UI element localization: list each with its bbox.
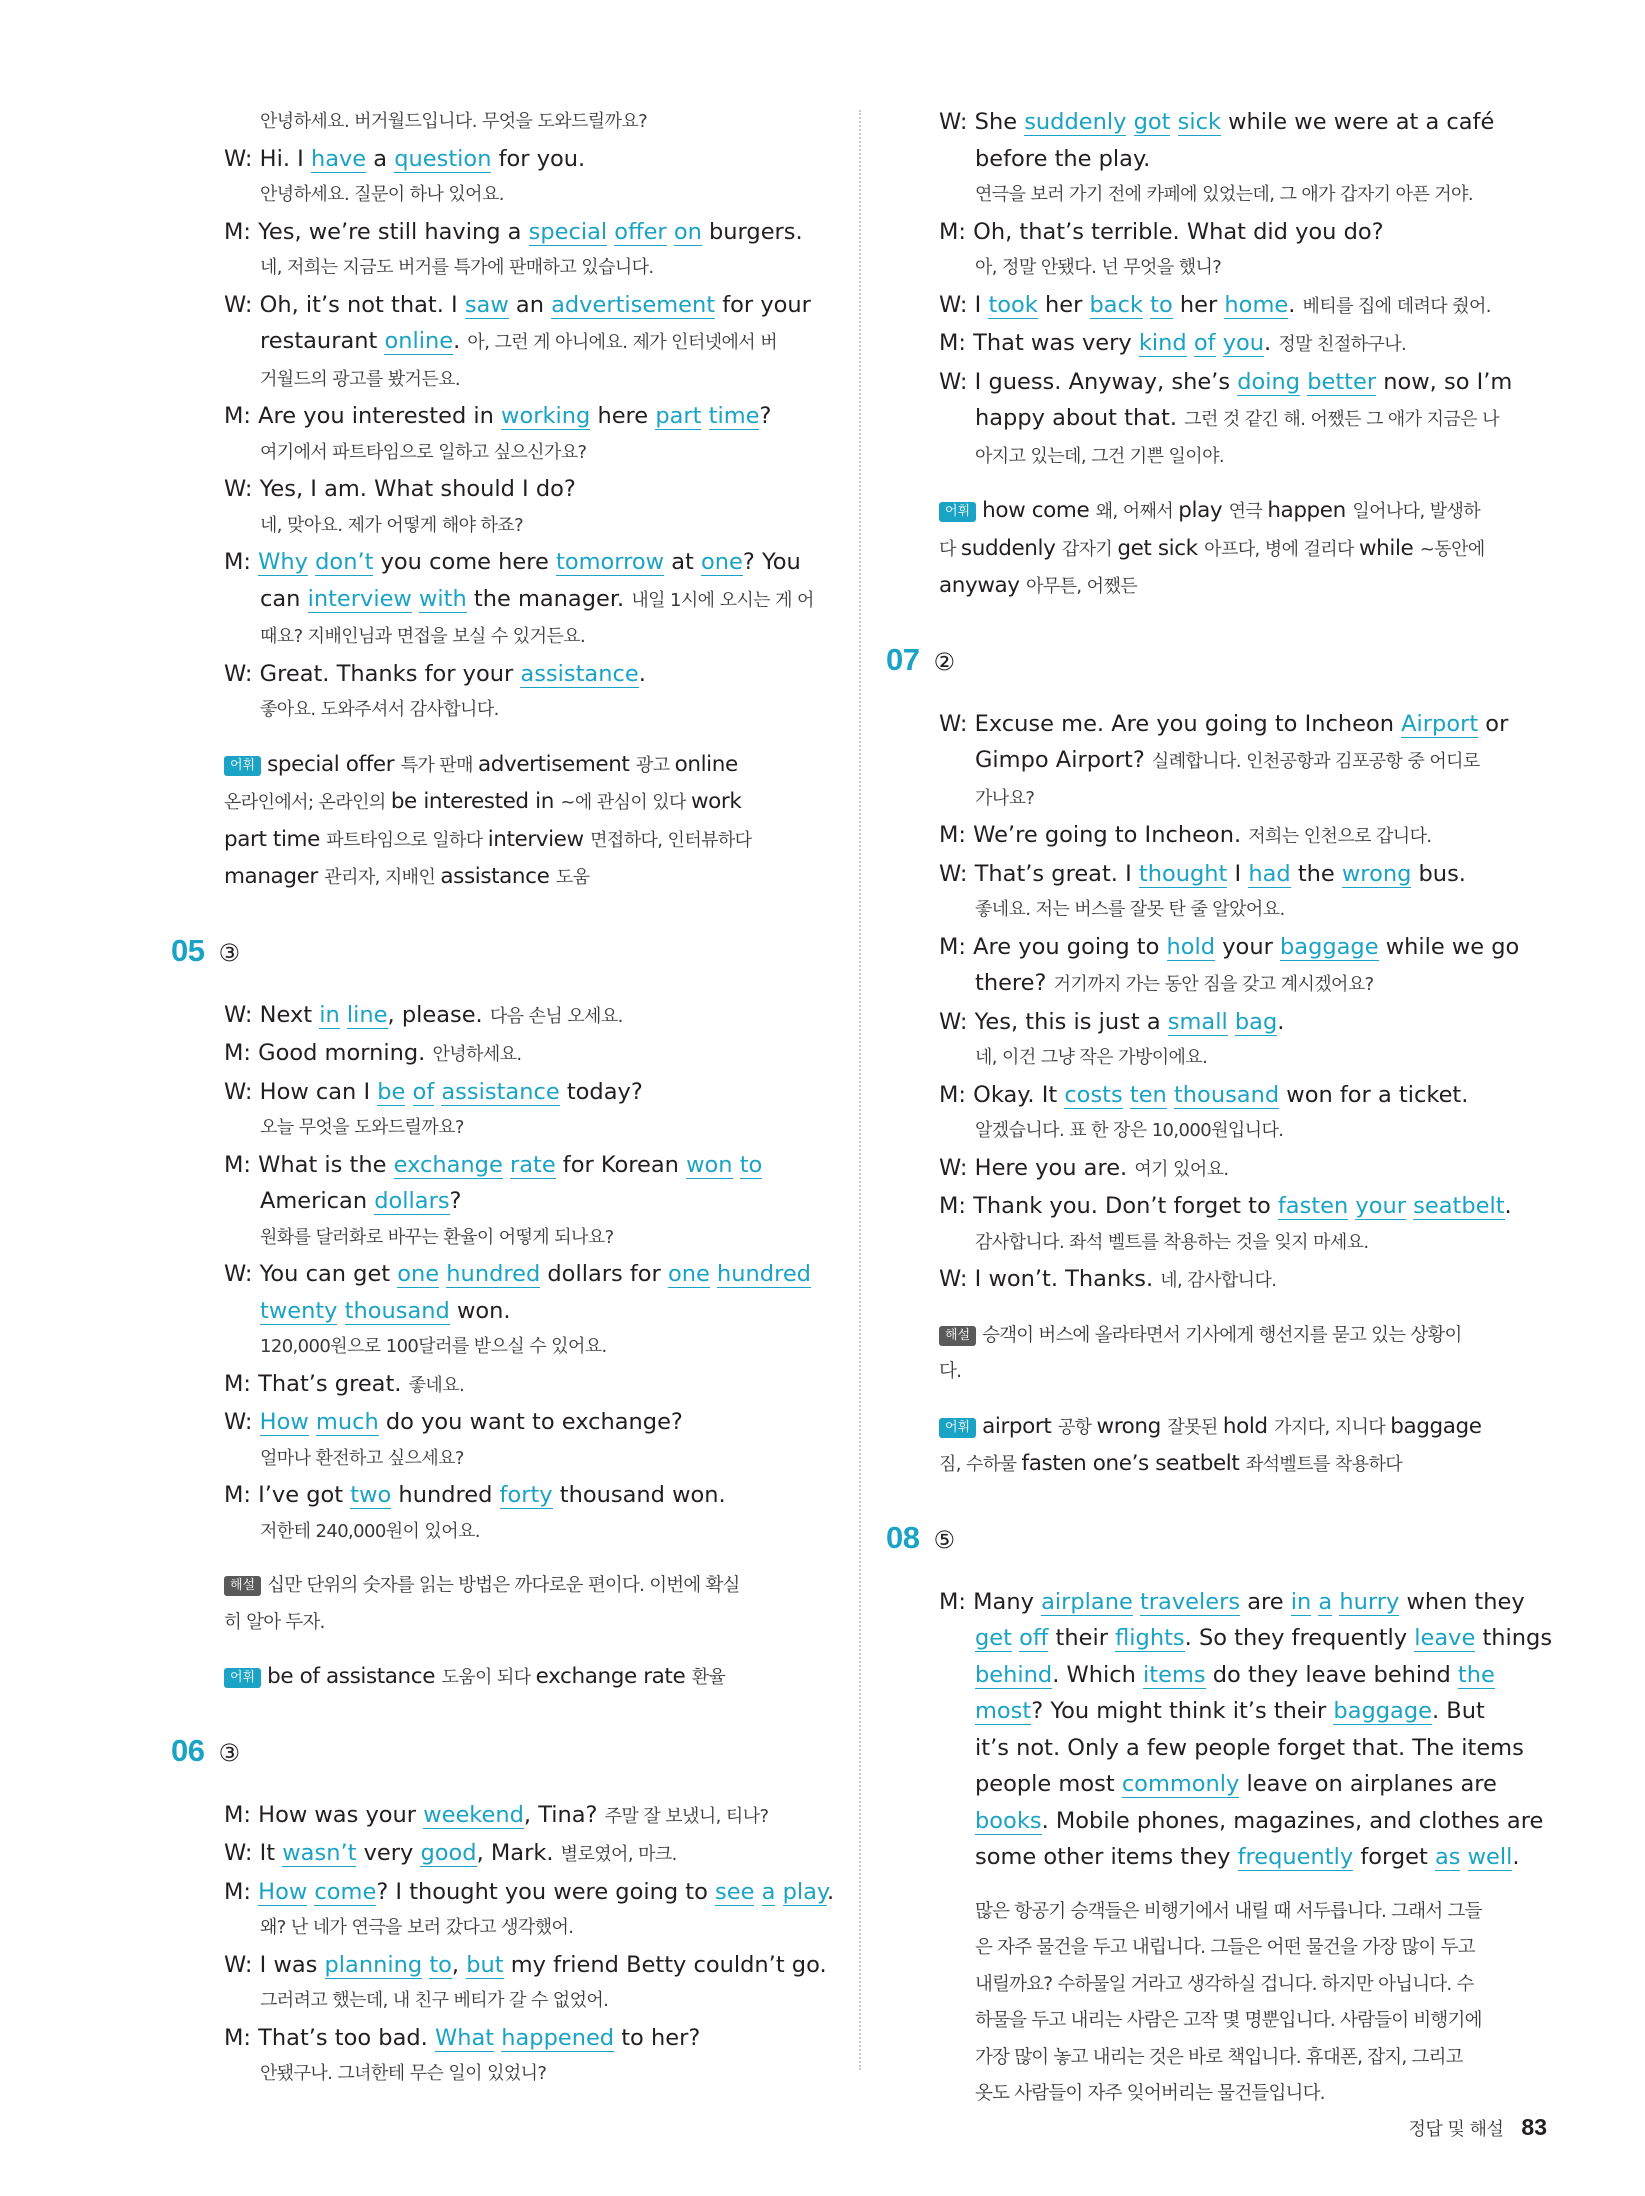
- column-divider: [859, 110, 861, 2070]
- blank-answer: thought: [1138, 860, 1228, 887]
- translation-line: 내릴까요? 수하물일 거라고 생각하실 겁니다. 하지만 아닙니다. 수: [975, 1973, 1474, 1995]
- translation-line: 안녕하세요. 질문이 하나 있어요.: [260, 184, 504, 205]
- blank-answer: flights: [1115, 1625, 1185, 1651]
- page-footer: [1409, 2114, 1547, 2141]
- q04-dialogue: [224, 104, 849, 729]
- blank-answer: fasten: [1277, 1193, 1349, 1219]
- question-number: 05: [171, 932, 205, 968]
- blank-answer: off: [1019, 1625, 1049, 1651]
- blank-answer: much: [315, 1409, 379, 1435]
- blank-answer: two: [350, 1482, 392, 1508]
- translation-line: 오늘 무엇을 도와드릴까요?: [260, 1117, 464, 1138]
- blank-answer: seatbelt: [1413, 1193, 1505, 1219]
- dialogue-line: W: Oh, it’s not that. I saw an advertisement for your: [224, 291, 811, 318]
- blank-answer: offer: [614, 218, 667, 245]
- q08-monologue: [939, 1584, 1564, 1876]
- blank-answer: hold: [1166, 933, 1216, 960]
- blank-answer: What: [434, 2024, 495, 2051]
- blank-answer: twenty: [260, 1297, 338, 1324]
- q06-dialogue: [224, 1797, 849, 2093]
- blank-answer: hundred: [446, 1261, 541, 1287]
- blank-answer: baggage: [1333, 1698, 1432, 1724]
- dialogue-line: M: Oh, that’s terrible. What did you do?: [939, 218, 1384, 245]
- q04-vocab-block: [224, 747, 849, 897]
- dialogue-line: M: How come? I thought you were going to see a play.: [224, 1878, 835, 1905]
- translation-line: 알겠습니다. 표 한 장은 10,000원입니다.: [975, 1120, 1284, 1141]
- blank-answer: wasn’t: [282, 1840, 357, 1866]
- translation-line: 좋네요. 저는 버스를 잘못 탄 줄 알았어요.: [975, 899, 1285, 920]
- translation-line: 저한테 240,000원이 있어요.: [260, 1520, 480, 1542]
- footer-label: 정답 및 해설: [1408, 2119, 1504, 2140]
- dialogue-line: M: Thank you. Don’t forget to fasten your seatbelt.: [939, 1193, 1512, 1219]
- q08-translation-block: [939, 1894, 1564, 2113]
- dialogue-line: M: Many airplane travelers are in a hurry when they: [939, 1588, 1525, 1615]
- vocab-badge: 어휘: [224, 1668, 261, 1688]
- blank-answer: won: [686, 1151, 733, 1178]
- translation-line: 여기에서 파트타임으로 일하고 싶으신가요?: [260, 441, 587, 463]
- dialogue-line: W: I won’t. Thanks. 네, 감사합니다.: [939, 1266, 1277, 1292]
- blank-answer: How: [258, 1878, 308, 1905]
- vocab-line: 어휘 be of assistance 도움이 되다 exchange rate 환율: [224, 1659, 849, 1697]
- vocab-line: 어휘 airport 공항 wrong 잘못된 hold 가지다, 지니다 baggage: [939, 1409, 1564, 1447]
- blank-answer: had: [1248, 860, 1291, 887]
- blank-answer: have: [310, 145, 367, 172]
- blank-answer: saw: [464, 291, 509, 318]
- blank-answer: baggage: [1280, 933, 1379, 960]
- blank-answer: special: [528, 218, 608, 245]
- blank-answer: the: [1457, 1661, 1495, 1688]
- blank-answer: thousand: [1173, 1081, 1280, 1108]
- translation-line: 때요? 지배인님과 면접을 보실 수 있거든요.: [260, 626, 586, 647]
- q07-dialogue: [939, 706, 1564, 1300]
- right-column: [886, 104, 1564, 2113]
- blank-answer: wrong: [1341, 860, 1412, 887]
- translation-line: 감사합니다. 좌석 벨트를 착용하는 것을 잊지 마세요.: [975, 1231, 1369, 1253]
- translation-line: 가장 많이 놓고 내리는 것은 바로 책입니다. 휴대폰, 잡지, 그리고: [975, 2046, 1463, 2068]
- blank-answer: behind: [975, 1661, 1053, 1688]
- q05-explanation-block: [224, 1568, 849, 1641]
- translation-line: 은 자주 물건을 두고 내립니다. 그들은 어떤 물건을 가장 많이 두고: [975, 1937, 1475, 1958]
- translation-line: 거월드의 광고를 봤거든요.: [260, 368, 461, 390]
- vocab-line: part time 파트타임으로 일하다 interview 면접하다, 인터뷰하다: [224, 826, 752, 852]
- translation-line: 옷도 사람들이 자주 잊어버리는 물건들입니다.: [975, 2083, 1325, 2104]
- translation-line: 많은 항공기 승객들은 비행기에서 내릴 때 서두릅니다. 그래서 그들: [975, 1900, 1482, 1922]
- dialogue-line: twenty thousand won.: [260, 1297, 511, 1324]
- blank-answer: commonly: [1121, 1771, 1240, 1797]
- blank-answer: dollars: [374, 1188, 450, 1214]
- dialogue-line: behind. Which items do they leave behind the: [975, 1661, 1495, 1688]
- blank-answer: back: [1089, 291, 1143, 318]
- blank-answer: interview: [307, 585, 412, 612]
- blank-answer: working: [501, 403, 591, 429]
- translation-line: 그러려고 했는데, 내 친구 베티가 갈 수 없었어.: [260, 1990, 609, 2011]
- dialogue-line: get off their flights. So they frequently leave things: [975, 1625, 1553, 1651]
- explanation-badge: 해설: [224, 1576, 261, 1596]
- blank-answer: exchange: [393, 1151, 503, 1178]
- dialogue-line: M: That’s great. 좋네요.: [224, 1370, 465, 1397]
- blank-answer: online: [384, 328, 454, 354]
- translation-line: 좋아요. 도와주셔서 감사합니다.: [260, 699, 499, 720]
- blank-answer: to: [429, 1951, 452, 1978]
- dialogue-line: M: Okay. It costs ten thousand won for a ticket.: [939, 1081, 1469, 1108]
- q06-vocab-block: [939, 493, 1564, 606]
- blank-answer: a: [1318, 1588, 1333, 1615]
- question-header-08: [886, 1514, 1564, 1562]
- question-header-06: [171, 1727, 849, 1775]
- blank-answer: hurry: [1339, 1588, 1400, 1615]
- dialogue-line: M: That was very kind of you. 정말 친절하구나.: [939, 330, 1407, 356]
- dialogue-line: W: I was planning to, but my friend Betty couldn’t go.: [224, 1951, 827, 1978]
- blank-answer: costs: [1064, 1081, 1123, 1108]
- blank-answer: of: [412, 1078, 435, 1105]
- blank-answer: question: [394, 145, 492, 172]
- blank-answer: rate: [509, 1151, 556, 1178]
- dialogue-line: W: Here you are. 여기 있어요.: [939, 1154, 1229, 1181]
- translation-line: 아, 정말 안됐다. 넌 무엇을 했니?: [975, 257, 1222, 278]
- translation-line: 안됐구나. 그녀한테 무슨 일이 있었니?: [260, 2063, 547, 2084]
- blank-answer: in: [319, 1001, 340, 1028]
- blank-answer: well: [1467, 1844, 1513, 1870]
- blank-answer: your: [1355, 1193, 1406, 1219]
- blank-answer: Airport: [1401, 710, 1479, 737]
- dialogue-line: M: We’re going to Incheon. 저희는 인천으로 갑니다.: [939, 822, 1432, 848]
- translation-line: 네, 이건 그냥 작은 가방이에요.: [975, 1047, 1208, 1068]
- explanation-line: 해설 십만 단위의 숫자를 읽는 방법은 까다로운 편이다. 이번에 확실: [224, 1568, 849, 1605]
- blank-answer: travelers: [1139, 1588, 1241, 1615]
- explanation-line: 히 알아 두자.: [224, 1611, 325, 1633]
- q06-dialogue-continued: [939, 104, 1564, 475]
- blank-answer: to: [1150, 291, 1173, 318]
- blank-answer: forty: [499, 1482, 553, 1508]
- blank-answer: of: [1193, 330, 1216, 356]
- blank-answer: small: [1167, 1008, 1228, 1035]
- answer-choice: ③: [218, 938, 240, 967]
- blank-answer: got: [1133, 109, 1171, 135]
- vocab-line: 다 suddenly 갑자기 get sick 아프다, 병에 걸리다 while ~동안에: [939, 535, 1485, 561]
- translation-line: 120,000원으로 100달러를 받으실 수 있어요.: [260, 1336, 607, 1357]
- vocab-line: 어휘 special offer 특가 판매 advertisement 광고 online: [224, 747, 849, 785]
- vocab-line: 어휘 how come 왜, 어째서 play 연극 happen 일어나다, 발생하: [939, 493, 1564, 531]
- dialogue-line: M: What is the exchange rate for Korean won to: [224, 1151, 763, 1178]
- blank-answer: leave: [1414, 1625, 1476, 1651]
- blank-answer: to: [739, 1151, 763, 1178]
- explanation-badge: 해설: [939, 1326, 976, 1346]
- question-header-05: [171, 927, 849, 975]
- explanation-line: 해설 승객이 버스에 올라타면서 기사에게 행선지를 묻고 있는 상황이: [939, 1318, 1564, 1355]
- dialogue-line: W: How much do you want to exchange?: [224, 1409, 683, 1435]
- blank-answer: but: [466, 1951, 504, 1978]
- blank-answer: How: [259, 1409, 309, 1435]
- translation-line: 네, 맞아요. 제가 어떻게 해야 하죠?: [260, 514, 524, 536]
- dialogue-line: before the play.: [975, 145, 1151, 172]
- vocab-line: manager 관리자, 지배인 assistance 도움: [224, 864, 590, 889]
- blank-answer: with: [418, 585, 467, 612]
- blank-answer: assistance: [441, 1078, 560, 1105]
- dialogue-line: people most commonly leave on airplanes are: [975, 1771, 1497, 1797]
- question-number: 06: [171, 1732, 205, 1768]
- translation-line: 연극을 보러 가기 전에 카페에 있었는데, 그 애가 갑자기 아픈 거야.: [975, 184, 1473, 205]
- dialogue-line: M: That’s too bad. What happened to her?: [224, 2024, 701, 2051]
- dialogue-line: happy about that. 그런 것 같긴 해. 어쨌든 그 애가 지금은 나: [975, 405, 1499, 431]
- dialogue-line: Gimpo Airport? 실례합니다. 인천공항과 김포공항 중 어디로: [975, 747, 1480, 773]
- blank-answer: time: [708, 403, 760, 429]
- vocab-line: 온라인에서; 온라인의 be interested in ~에 관심이 있다 work: [224, 789, 742, 814]
- blank-answer: frequently: [1237, 1844, 1354, 1870]
- blank-answer: weekend: [423, 1801, 524, 1828]
- blank-answer: good: [420, 1840, 477, 1866]
- translation-line: 아지고 있는데, 그건 기쁜 일이야.: [975, 445, 1224, 467]
- blank-answer: doing: [1237, 368, 1301, 395]
- dialogue-line: books. Mobile phones, magazines, and clothes are: [975, 1807, 1544, 1834]
- page-number: 83: [1521, 2114, 1547, 2140]
- answer-choice: ③: [218, 1738, 240, 1767]
- left-column: [171, 104, 849, 2093]
- blank-answer: airplane: [1041, 1588, 1133, 1615]
- dialogue-line: W: I guess. Anyway, she’s doing better now, so I’m: [939, 368, 1513, 395]
- blank-answer: sick: [1177, 109, 1221, 135]
- blank-answer: get: [975, 1625, 1012, 1651]
- dialogue-line: W: She suddenly got sick while we were at a café: [939, 109, 1495, 135]
- blank-answer: advertisement: [551, 291, 716, 318]
- translation-line: 하물을 두고 내리는 사람은 고작 몇 명뿐입니다. 사람들이 비행기에: [975, 2010, 1482, 2031]
- blank-answer: on: [673, 218, 702, 245]
- translation-line: 얼마나 환전하고 싶으세요?: [260, 1447, 464, 1469]
- dialogue-line: W: It wasn’t very good, Mark. 별로였어, 마크.: [224, 1840, 677, 1866]
- blank-answer: line: [346, 1001, 388, 1028]
- blank-answer: one: [700, 549, 743, 575]
- blank-answer: Why: [258, 549, 308, 575]
- dialogue-line: W: That’s great. I thought I had the wrong bus.: [939, 860, 1466, 887]
- dialogue-line: W: How can I be of assistance today?: [224, 1078, 643, 1105]
- blank-answer: play: [782, 1878, 828, 1905]
- blank-answer: as: [1434, 1844, 1461, 1870]
- dialogue-line: can interview with the manager. 내일 1시에 오시는 게 어: [260, 585, 814, 612]
- vocab-badge: 어휘: [224, 756, 261, 776]
- dialogue-line: W: Yes, I am. What should I do?: [224, 476, 576, 502]
- dialogue-line: M: How was your weekend, Tina? 주말 잘 보냈니, 티나?: [224, 1801, 769, 1828]
- dialogue-line: M: I’ve got two hundred forty thousand won.: [224, 1482, 726, 1508]
- question-number: 07: [886, 641, 920, 677]
- blank-answer: happened: [501, 2024, 615, 2051]
- blank-answer: ten: [1129, 1081, 1167, 1108]
- dialogue-line: W: You can get one hundred dollars for one hundred: [224, 1261, 811, 1287]
- blank-answer: one: [397, 1261, 440, 1287]
- answer-choice: ⑤: [933, 1525, 955, 1554]
- vocab-badge: 어휘: [939, 502, 976, 522]
- dialogue-line: American dollars?: [260, 1188, 462, 1214]
- blank-answer: suddenly: [1024, 109, 1127, 135]
- dialogue-line: W: Next in line, please. 다음 손님 오세요.: [224, 1001, 623, 1028]
- dialogue-line: W: Hi. I have a question for you.: [224, 145, 586, 172]
- q07-vocab-block: [939, 1409, 1564, 1484]
- translation-line: 네, 저희는 지금도 버거를 특가에 판매하고 있습니다.: [260, 257, 654, 278]
- translation-line: 왜? 난 네가 연극을 보러 갔다고 생각했어.: [260, 1917, 574, 1938]
- blank-answer: planning: [324, 1951, 423, 1978]
- dialogue-line: there? 거기까지 가는 동안 짐을 갖고 계시겠어요?: [975, 970, 1374, 996]
- q07-explanation-block: [939, 1318, 1564, 1391]
- blank-answer: better: [1307, 368, 1377, 395]
- blank-answer: be: [377, 1078, 406, 1105]
- blank-answer: you: [1222, 330, 1265, 356]
- dialogue-line: W: Excuse me. Are you going to Incheon Airport or: [939, 710, 1509, 737]
- dialogue-line: M: Good morning. 안녕하세요.: [224, 1040, 522, 1066]
- blank-answer: one: [667, 1261, 710, 1287]
- dialogue-line: W: I took her back to her home. 베티를 집에 데려다 줬어.: [939, 291, 1491, 318]
- blank-answer: come: [314, 1878, 377, 1905]
- blank-answer: see: [715, 1878, 755, 1905]
- dialogue-line: it’s not. Only a few people forget that. The items: [975, 1734, 1524, 1761]
- blank-answer: took: [988, 291, 1038, 318]
- dialogue-line: W: Great. Thanks for your assistance.: [224, 660, 646, 687]
- translation-line: 가나요?: [975, 787, 1035, 809]
- dialogue-line: M: Are you going to hold your baggage while we go: [939, 933, 1520, 960]
- dialogue-line: most? You might think it’s their baggage. But: [975, 1698, 1485, 1724]
- blank-answer: home: [1224, 291, 1289, 318]
- vocab-line: anyway 아무튼, 어쨌든: [939, 573, 1138, 598]
- blank-answer: hundred: [717, 1261, 811, 1287]
- vocab-line: 짐, 수하물 fasten one’s seatbelt 좌석벨트를 착용하다: [939, 1451, 1403, 1476]
- translation-line: 안녕하세요. 버거월드입니다. 무엇을 도와드릴까요?: [260, 111, 648, 132]
- blank-answer: kind: [1138, 330, 1187, 356]
- translation-line: 원화를 달러화로 바꾸는 환율이 어떻게 되나요?: [260, 1226, 614, 1248]
- blank-answer: tomorrow: [556, 549, 665, 575]
- dialogue-line: restaurant online. 아, 그런 게 아니에요. 제가 인터넷에서 버: [260, 328, 778, 354]
- question-number: 08: [886, 1519, 920, 1555]
- vocab-badge: 어휘: [939, 1418, 976, 1438]
- blank-answer: don’t: [315, 549, 374, 575]
- blank-answer: books: [975, 1807, 1042, 1834]
- dialogue-line: M: Are you interested in working here part time?: [224, 403, 772, 429]
- q05-vocab-block: [224, 1659, 849, 1697]
- answer-choice: ②: [933, 647, 955, 676]
- explanation-line: 다.: [939, 1361, 962, 1382]
- blank-answer: bag: [1234, 1008, 1278, 1035]
- blank-answer: most: [975, 1698, 1032, 1724]
- blank-answer: items: [1143, 1661, 1206, 1688]
- blank-answer: a: [761, 1878, 776, 1905]
- q05-dialogue: [224, 997, 849, 1551]
- dialogue-line: M: Yes, we’re still having a special offer on burgers.: [224, 218, 803, 245]
- blank-answer: part: [655, 403, 702, 429]
- dialogue-line: W: Yes, this is just a small bag.: [939, 1008, 1285, 1035]
- blank-answer: thousand: [344, 1297, 450, 1324]
- blank-answer: in: [1290, 1588, 1312, 1615]
- dialogue-line: some other items they frequently forget as well.: [975, 1844, 1520, 1870]
- blank-answer: assistance: [520, 660, 639, 687]
- dialogue-line: M: Why don’t you come here tomorrow at one? You: [224, 549, 801, 575]
- question-header-07: [886, 636, 1564, 684]
